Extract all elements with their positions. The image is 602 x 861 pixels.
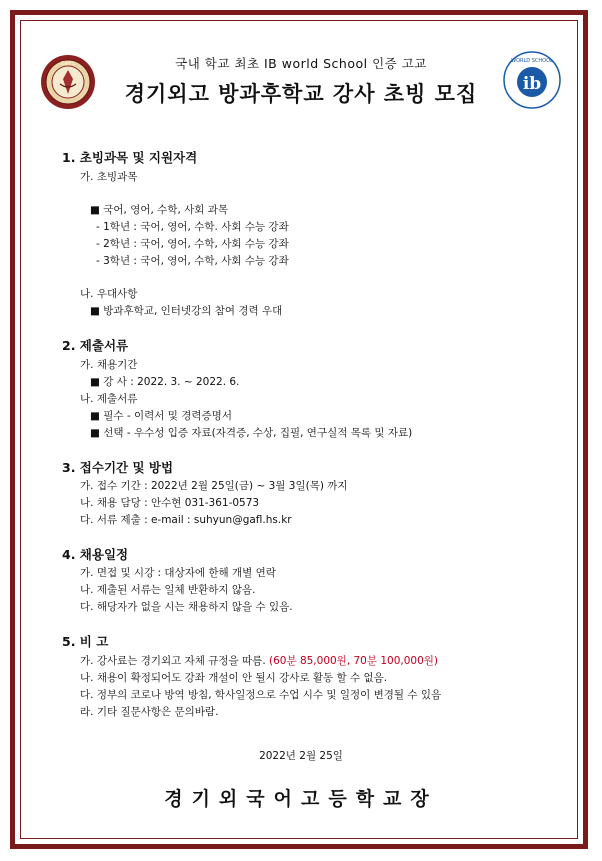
section-heading: 1. 초빙과목 및 지원자격 [62, 150, 198, 165]
list-item: 다. 서류 제출 : e-mail : suhyun@gafl.hs.kr [80, 514, 292, 526]
list-item: 라. 기타 질문사항은 문의바람. [80, 706, 219, 718]
subheading: 가. 채용기간 [80, 359, 138, 371]
list-item: - 1학년 : 국어, 영어, 수학. 사회 수능 강좌 [96, 221, 289, 233]
subheading: 나. 제출서류 [80, 393, 138, 405]
list-item [80, 653, 438, 668]
svg-text:GAFL: GAFL [60, 61, 76, 67]
list-item: 다. 정부의 코로나 방역 방침, 학사일정으로 수업 시수 및 일정이 변경될 수 있음 [80, 689, 442, 701]
list-item: 나. 제출된 서류는 일체 반환하지 않음. [80, 584, 256, 596]
list-item: ■ 방과후학교, 인터넷강의 참여 경력 우대 [90, 305, 283, 317]
subheading: 나. 우대사항 [80, 288, 138, 300]
list-item: 나. 채용이 확정되어도 강좌 개설이 안 될시 강사로 활동 할 수 없음. [80, 672, 388, 684]
list-item: 다. 해당자가 없을 시는 채용하지 않을 수 있음. [80, 601, 293, 613]
list-item: 가. 접수 기간 : 2022년 2월 25일(금) ~ 3월 3일(목) 까지 [80, 480, 348, 492]
list-item: ■ 선택 - 우수성 입증 자료(자격증, 수상, 집필, 연구실적 목록 및 자료) [90, 427, 413, 439]
fee-text: 가. 강사료는 경기외고 자체 규정을 따름. [80, 655, 269, 667]
section-heading: 5. 비 고 [62, 634, 109, 649]
section-heading: 3. 접수기간 및 방법 [62, 460, 174, 475]
subheading: 가. 초빙과목 [80, 171, 138, 183]
svg-text:WORLD SCHOOL: WORLD SCHOOL [511, 58, 553, 64]
list-item: 나. 채용 담당 : 안수현 031-361-0573 [80, 497, 260, 509]
document-date: 2022년 2월 25일 [259, 750, 343, 762]
page-title: 경기외고 방과후학교 강사 초빙 모집 [124, 82, 478, 106]
section-heading: 4. 채용일정 [62, 547, 129, 562]
list-item: ■ 필수 - 이력서 및 경력증명서 [90, 410, 232, 422]
list-item: 가. 면접 및 시강 : 대상자에 한해 개별 연락 [80, 567, 276, 579]
school-signature: 경기외국어고등학교장 [164, 788, 438, 810]
list-item: ■ 강 사 : 2022. 3. ~ 2022. 6. [90, 376, 240, 388]
fee-amount: (60분 85,000원, 70분 100,000원) [269, 655, 438, 667]
section-heading: 2. 제출서류 [62, 338, 129, 353]
list-item: ■ 국어, 영어, 수학, 사회 과목 [90, 204, 229, 216]
svg-text:ib: ib [522, 74, 542, 94]
list-item: - 3학년 : 국어, 영어, 수학, 사회 수능 강좌 [96, 255, 289, 267]
list-item: - 2학년 : 국어, 영어, 수학, 사회 수능 강좌 [96, 238, 289, 250]
header-subtitle: 국내 학교 최초 IB world School 인증 고교 [175, 56, 427, 71]
